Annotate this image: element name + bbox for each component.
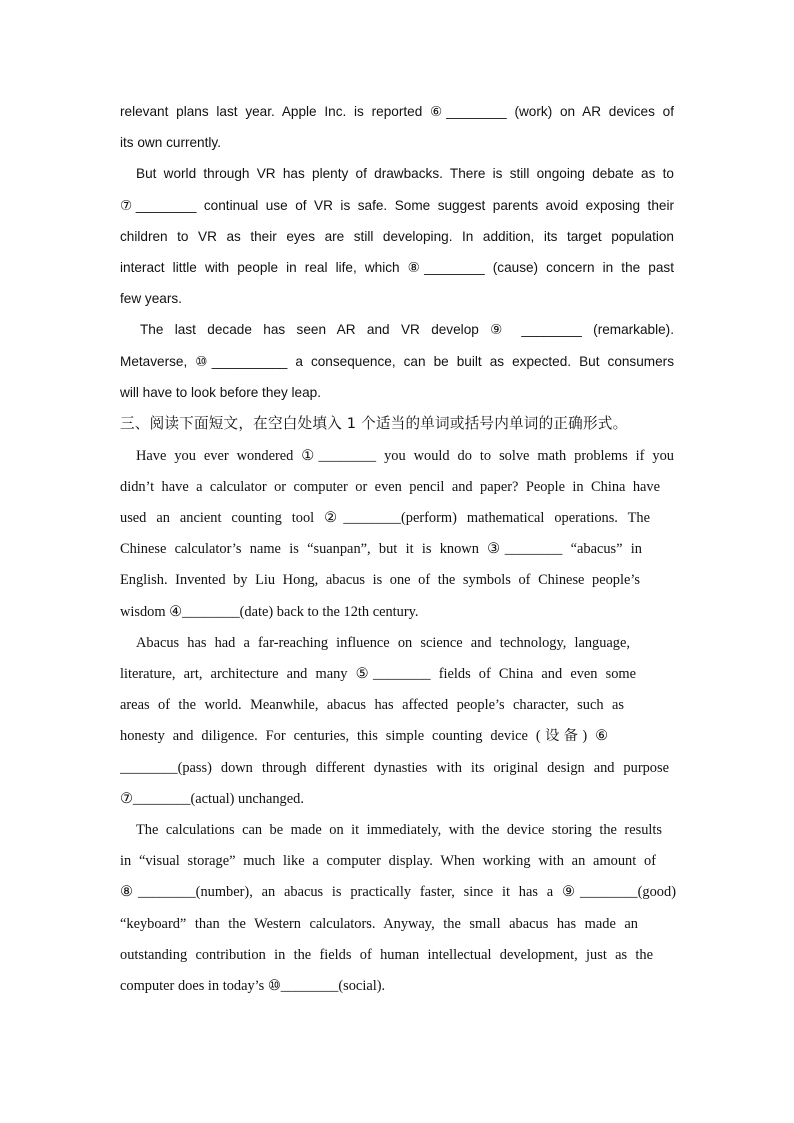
passage-line: areas of the world. Meanwhile, abacus has affected people’s character, such as	[120, 697, 624, 713]
passage-line: outstanding contribution in the fields of human intellectual development, just as the	[120, 947, 653, 963]
passage-line: The calculations can be made on it immediately, with the device storing the results	[136, 822, 662, 838]
section-heading: 三、阅读下面短文，在空白处填入 1 个适当的单词或括号内单词的正确形式。	[120, 415, 628, 432]
passage-line: English. Invented by Liu Hong, abacus is one of the symbols of Chinese people’s	[120, 572, 640, 588]
passage-line: will have to look before they leap.	[120, 385, 322, 400]
passage-line: children to VR as their eyes are still developing. In addition, its target population	[120, 229, 674, 244]
passage-line: Abacus has had a far-reaching influence on science and technology, language,	[136, 635, 630, 651]
passage-line: ________(pass) down through different dynasties with its original design and purpose	[120, 760, 669, 776]
passage-line: “keyboard” than the Western calculators. Anyway, the small abacus has made an	[120, 916, 638, 932]
passage-line: ⑦________(actual) unchanged.	[120, 791, 304, 807]
passage-line: ⑧________(number), an abacus is practically faster, since it has a ⑨________(good)	[120, 884, 676, 900]
passage-line: in “visual storage” much like a computer display. When working with an amount of	[120, 853, 656, 869]
passage-line: used an ancient counting tool ②________(perform) mathematical operations. The	[120, 510, 650, 526]
passage-line: didn’t have a calculator or computer or even pencil and paper? People in China have	[120, 479, 660, 495]
passage-line: Have you ever wondered ①________ you would do to solve math problems if you	[136, 448, 674, 464]
passage-line: Chinese calculator’s name is “suanpan”, but it is known ③________ “abacus” in	[120, 541, 642, 557]
passage-line: honesty and diligence. For centuries, this simple counting device (设备) ⑥	[120, 728, 608, 744]
passage-line: wisdom ④________(date) back to the 12th century.	[120, 604, 419, 620]
passage-line: relevant plans last year. Apple Inc. is reported ⑥________ (work) on AR devices of	[120, 104, 674, 119]
passage-line: computer does in today’s ⑩________(social).	[120, 978, 386, 994]
passage-line: few years.	[120, 291, 182, 306]
passage-line: interact little with people in real life, which ⑧________ (cause) concern in the past	[120, 260, 674, 275]
passage-line: its own currently.	[120, 135, 221, 150]
passage-line: The last decade has seen AR and VR develop ⑨ ________ (remarkable).	[140, 322, 674, 337]
passage-line: Metaverse, ⑩__________ a consequence, can be built as expected. But consumers	[120, 354, 674, 369]
passage-line: ⑦________ continual use of VR is safe. Some suggest parents avoid exposing their	[120, 198, 674, 213]
passage-line: literature, art, architecture and many ⑤________ fields of China and even some	[120, 666, 636, 682]
passage-line: But world through VR has plenty of drawbacks. There is still ongoing debate as to	[136, 166, 674, 181]
